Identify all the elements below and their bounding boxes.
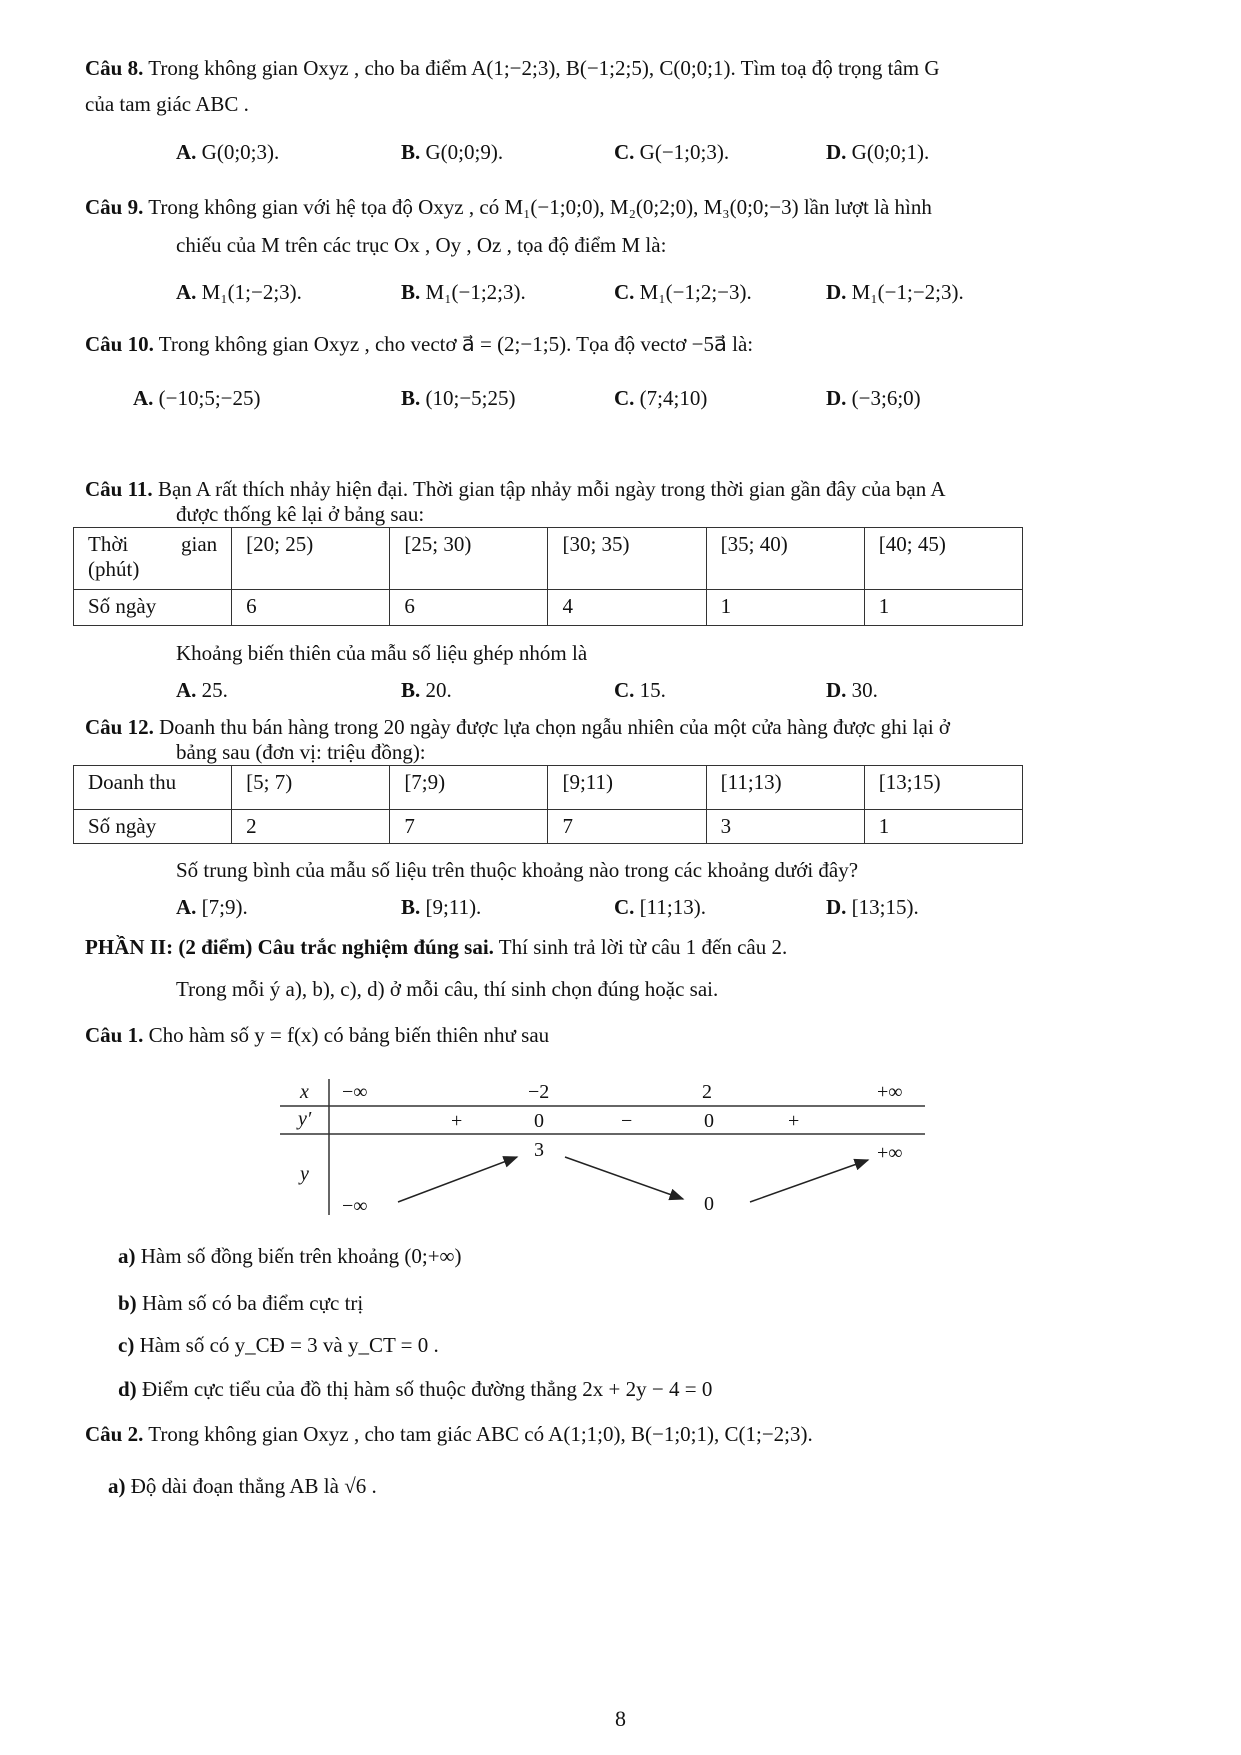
q12-line2: bảng sau (đơn vị: triệu đồng):	[176, 740, 426, 764]
q11-table-row-days	[74, 590, 1023, 626]
part2-title-rest: Thí sinh trả lời từ câu 1 đến câu 2.	[493, 935, 788, 959]
q11-label: Câu 11.	[85, 477, 153, 501]
q9-label: Câu 9.	[85, 195, 144, 219]
increase-arrow-1	[398, 1157, 517, 1202]
q11-table-cell: [30; 35)	[548, 528, 706, 590]
part2-instructions: Trong mỗi ý a), b), c), d) ở mỗi câu, thí sinh chọn đúng hoặc sai.	[176, 977, 719, 1001]
q10-line1	[85, 332, 753, 357]
vt-y-value: −∞	[342, 1195, 368, 1217]
q11-table-cell: [20; 25)	[232, 528, 390, 590]
q11-option-a: A. 25.	[176, 678, 228, 702]
vt-y-value: +∞	[877, 1142, 903, 1164]
q10-option-b: B. (10;−5;25)	[401, 386, 516, 410]
part2-heading	[85, 935, 787, 960]
q12-option-d: D. [13;15).	[826, 895, 919, 919]
q11-question: Khoảng biến thiên của mẫu số liệu ghép nhóm là	[176, 641, 588, 665]
q12-table-cell: [5; 7)	[232, 766, 390, 810]
vt-x-value: −2	[528, 1081, 550, 1103]
vt-y-label: y	[300, 1163, 309, 1185]
q12-line1	[85, 715, 950, 740]
p2q2-label: Câu 2.	[85, 1422, 144, 1446]
vt-sign: +	[788, 1110, 800, 1132]
vt-sign: −	[621, 1110, 633, 1132]
vt-sign: 0	[534, 1110, 544, 1132]
q12-table-cell: 7	[390, 810, 548, 844]
part2-title: PHẦN II: (2 điểm) Câu trắc nghiệm đúng sai.	[85, 935, 494, 959]
vt-y-value: 0	[704, 1193, 714, 1215]
q9-option-d: D. M₁(−1;−2;3).	[826, 280, 964, 304]
q10-label: Câu 10.	[85, 332, 154, 356]
q12-text1: Doanh thu bán hàng trong 20 ngày được lựa chọn ngẫu nhiên của một cửa hàng được ghi lại ở	[153, 715, 951, 739]
decrease-arrow	[565, 1157, 683, 1199]
q12-option-b: B. [9;11).	[401, 895, 482, 919]
vt-yprime-label: y′	[298, 1108, 312, 1130]
q12-table-head-revenue: Doanh thu	[74, 766, 232, 810]
q11-table-cell: 4	[548, 590, 706, 626]
q11-table-cell: [35; 40)	[706, 528, 864, 590]
p2q1-label: Câu 1.	[85, 1023, 144, 1047]
q12-option-a: A. [7;9).	[176, 895, 248, 919]
q11-table	[73, 527, 1023, 626]
q11-line1	[85, 477, 946, 502]
q12-table-cell: [7;9)	[390, 766, 548, 810]
q11-text1: Bạn A rất thích nhảy hiện đại. Thời gian tập nhảy mỗi ngày trong thời gian gần đây của bạn A	[152, 477, 946, 501]
p2q1-line	[85, 1023, 549, 1048]
vt-y-value: 3	[534, 1139, 544, 1161]
q11-option-c: C. 15.	[614, 678, 666, 702]
q12-table-cell: 7	[548, 810, 706, 844]
q9-text1: Trong không gian với hệ tọa độ Oxyz , có M₁(−1;0;0), M₂(0;2;0), M₃(0;0;−3) lần lượt là hình	[143, 195, 932, 219]
q11-table-cell: [40; 45)	[864, 528, 1022, 590]
q8-option-b: B. G(0;0;9).	[401, 140, 504, 164]
q9-option-a: A. M₁(1;−2;3).	[176, 280, 302, 304]
variation-table	[280, 1075, 930, 1220]
q11-table-cell: 6	[232, 590, 390, 626]
q11-table-row-time	[74, 528, 1023, 590]
vt-x-value: −∞	[342, 1081, 368, 1103]
q12-table-row-revenue	[74, 766, 1023, 810]
q9-option-c: C. M₁(−1;2;−3).	[614, 280, 752, 304]
q10-option-a: A. (−10;5;−25)	[133, 386, 261, 410]
p2q1-item-b: b) Hàm số có ba điểm cực trị	[118, 1291, 364, 1315]
q11-table-head-days: Số ngày	[74, 590, 232, 626]
q12-table-cell: 2	[232, 810, 390, 844]
p2q1-text: Cho hàm số y = f(x) có bảng biến thiên như sau	[143, 1023, 550, 1047]
vt-x-value: 2	[702, 1081, 712, 1103]
increase-arrow-2	[750, 1160, 868, 1202]
variation-table-lines	[280, 1075, 930, 1220]
q11-table-cell: [25; 30)	[390, 528, 548, 590]
q9-line1	[85, 195, 932, 220]
q12-table-head-days: Số ngày	[74, 810, 232, 844]
q10-text1: Trong không gian Oxyz , cho vectơ a⃗ = (2;−1;5). Tọa độ vectơ −5a⃗ là:	[153, 332, 754, 356]
q12-option-c: C. [11;13).	[614, 895, 706, 919]
q8-option-d: D. G(0;0;1).	[826, 140, 930, 164]
q8-text1: Trong không gian Oxyz , cho ba điểm A(1;−2;3), B(−1;2;5), C(0;0;1). Tìm toạ độ trọng tâm G	[143, 56, 940, 80]
q12-table-cell: 3	[706, 810, 864, 844]
q12-label: Câu 12.	[85, 715, 154, 739]
q12-table-cell: [11;13)	[706, 766, 864, 810]
q8-line1	[85, 56, 940, 81]
p2q2-item-a: a) Độ dài đoạn thẳng AB là √6 .	[108, 1474, 377, 1498]
q11-option-d: D. 30.	[826, 678, 878, 702]
q11-table-cell: 1	[864, 590, 1022, 626]
q12-table-cell: [9;11)	[548, 766, 706, 810]
q8-label: Câu 8.	[85, 56, 144, 80]
q11-table-head-time: Thời gian (phút)	[74, 528, 232, 590]
q8-option-c: C. G(−1;0;3).	[614, 140, 730, 164]
q9-option-b: B. M₁(−1;2;3).	[401, 280, 526, 304]
q12-table	[73, 765, 1023, 844]
q11-line2: được thống kê lại ở bảng sau:	[176, 502, 425, 526]
q10-option-d: D. (−3;6;0)	[826, 386, 921, 410]
q12-table-cell: [13;15)	[864, 766, 1022, 810]
q11-table-cell: 6	[390, 590, 548, 626]
q12-question: Số trung bình của mẫu số liệu trên thuộc khoảng nào trong các khoảng dưới đây?	[176, 858, 859, 882]
vt-x-label: x	[300, 1081, 309, 1103]
vt-sign: 0	[704, 1110, 714, 1132]
q8-line2: của tam giác ABC .	[85, 92, 249, 116]
p2q2-line	[85, 1422, 813, 1447]
q8-option-a: A. G(0;0;3).	[176, 140, 280, 164]
p2q1-item-c: c) Hàm số có y_CĐ = 3 và y_CT = 0 .	[118, 1333, 439, 1357]
q10-option-c: C. (7;4;10)	[614, 386, 708, 410]
p2q2-text: Trong không gian Oxyz , cho tam giác ABC có A(1;1;0), B(−1;0;1), C(1;−2;3).	[143, 1422, 813, 1446]
q9-line2: chiếu của M trên các trục Ox , Oy , Oz , tọa độ điểm M là:	[176, 233, 667, 257]
q11-table-cell: 1	[706, 590, 864, 626]
p2q1-item-a: a) Hàm số đồng biến trên khoảng (0;+∞)	[118, 1244, 462, 1268]
q12-table-row-days	[74, 810, 1023, 844]
vt-sign: +	[451, 1110, 463, 1132]
q11-option-b: B. 20.	[401, 678, 452, 702]
page-number: 8	[615, 1706, 626, 1731]
q12-table-cell: 1	[864, 810, 1022, 844]
vt-x-value: +∞	[877, 1081, 903, 1103]
p2q1-item-d: d) Điểm cực tiểu của đồ thị hàm số thuộc đường thẳng 2x + 2y − 4 = 0	[118, 1377, 713, 1401]
